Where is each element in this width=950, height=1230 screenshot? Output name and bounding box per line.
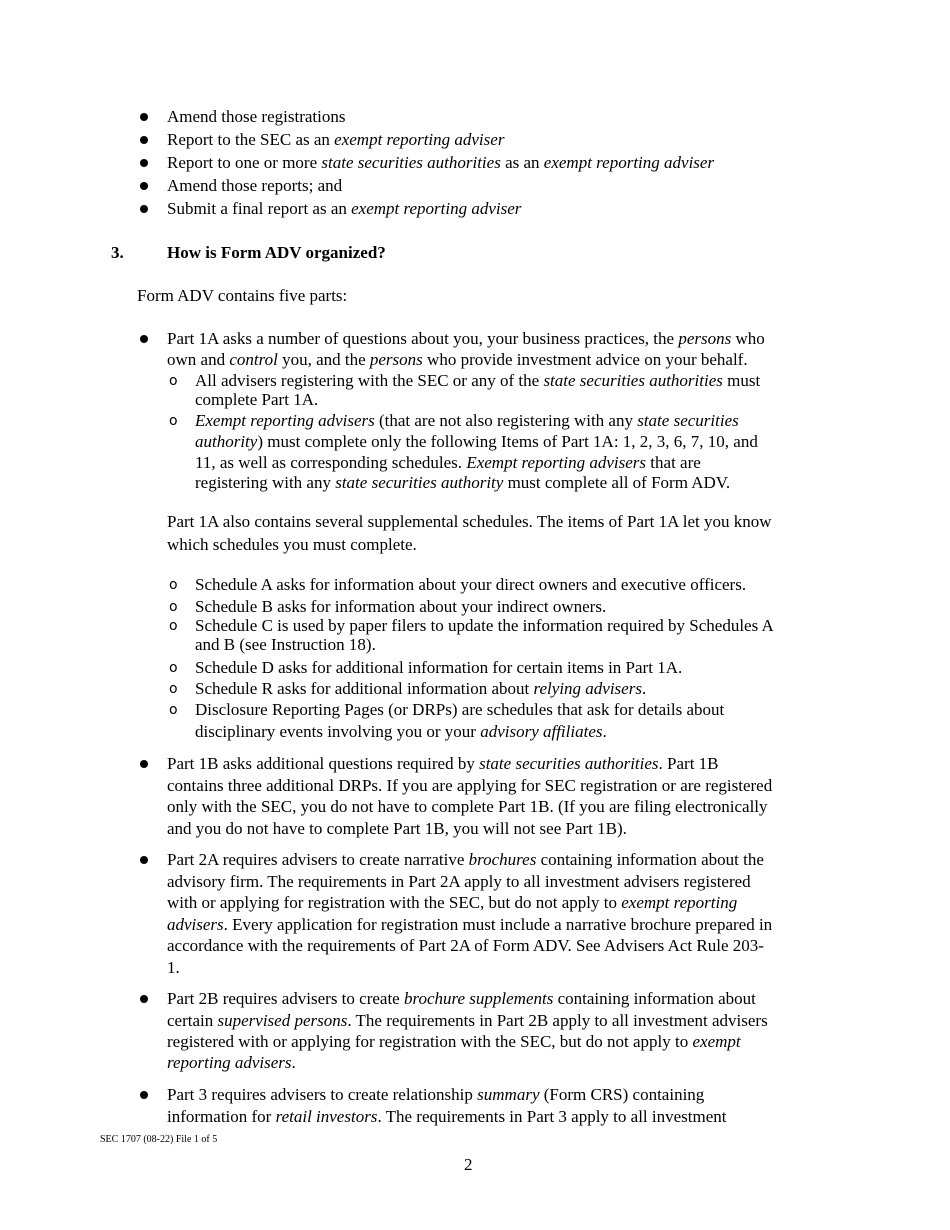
bullet-icon bbox=[140, 113, 148, 121]
bullet-icon bbox=[140, 760, 148, 768]
sub-bullet-icon: o bbox=[169, 618, 178, 634]
sub-bullet-icon: o bbox=[169, 660, 178, 676]
part-description-text: certain supervised persons. The requirements in Part 2B apply to all investment advisers bbox=[167, 1011, 768, 1030]
supplemental-text: which schedules you must complete. bbox=[167, 535, 417, 554]
sub-item-text: 11, as well as corresponding schedules. Exempt reporting advisers that are bbox=[195, 453, 701, 472]
schedule-item-text: Schedule A asks for information about your direct owners and executive officers. bbox=[195, 575, 747, 594]
sub-item-text: All advisers registering with the SEC or any of the state securities authorities must bbox=[195, 371, 761, 390]
sub-item-text: complete Part 1A. bbox=[195, 390, 319, 409]
bullet-icon bbox=[140, 136, 148, 144]
bullet-item: Submit a final report as an exempt reporting adviser bbox=[167, 199, 522, 218]
bullet-item: Amend those registrations bbox=[167, 107, 346, 126]
sub-item-text: authority) must complete only the following Items of Part 1A: 1, 2, 3, 6, 7, 10, and bbox=[195, 432, 758, 451]
page-number: 2 bbox=[464, 1155, 473, 1174]
intro-text: Form ADV contains five parts: bbox=[137, 286, 348, 305]
bullet-icon bbox=[140, 856, 148, 864]
sub-bullet-icon: o bbox=[169, 577, 178, 593]
schedule-item-text: disciplinary events involving you or your advisory affiliates. bbox=[195, 722, 607, 741]
part-description-text: Part 3 requires advisers to create relationship summary (Form CRS) containing bbox=[167, 1085, 705, 1104]
sub-bullet-icon: o bbox=[169, 681, 178, 697]
bullet-item: Report to one or more state securities authorities as an exempt reporting adviser bbox=[167, 153, 715, 172]
part-description-text: Part 1B asks additional questions required by state securities authorities. Part 1B bbox=[167, 754, 719, 773]
section-title: How is Form ADV organized? bbox=[167, 243, 386, 262]
part-description-text: information for retail investors. The requirements in Part 3 apply to all investment bbox=[167, 1107, 727, 1126]
bullet-item: Amend those reports; and bbox=[167, 176, 343, 195]
schedule-item-text: Schedule B asks for information about your indirect owners. bbox=[195, 597, 607, 616]
schedule-item-text: Schedule D asks for additional information for certain items in Part 1A. bbox=[195, 658, 683, 677]
sub-bullet-icon: o bbox=[169, 599, 178, 615]
part-description-text: advisers. Every application for registration must include a narrative brochure prepared in bbox=[167, 915, 773, 934]
part-1a-text: own and control you, and the persons who provide investment advice on your behalf. bbox=[167, 350, 748, 369]
part-description-text: only with the SEC, you do not have to complete Part 1B. (If you are filing electronically bbox=[167, 797, 768, 816]
part-description-text: Part 2A requires advisers to create narrative brochures containing information about the bbox=[167, 850, 764, 869]
bullet-icon bbox=[140, 995, 148, 1003]
part-description-text: accordance with the requirements of Part 2A of Form ADV. See Advisers Act Rule 203- bbox=[167, 936, 764, 955]
bullet-icon bbox=[140, 182, 148, 190]
schedule-item-text: Disclosure Reporting Pages (or DRPs) are schedules that ask for details about bbox=[195, 700, 725, 719]
section-number: 3. bbox=[111, 243, 124, 262]
part-description-text: and you do not have to complete Part 1B, you will not see Part 1B). bbox=[167, 819, 627, 838]
sub-bullet-icon: o bbox=[169, 373, 178, 389]
bullet-icon bbox=[140, 159, 148, 167]
part-description-text: contains three additional DRPs. If you are applying for SEC registration or are registered bbox=[167, 776, 773, 795]
sub-item-text: Exempt reporting advisers (that are not also registering with any state securities bbox=[195, 411, 739, 430]
part-description-text: Part 2B requires advisers to create brochure supplements containing information about bbox=[167, 989, 756, 1008]
form-footer: SEC 1707 (08-22) File 1 of 5 bbox=[100, 1134, 218, 1145]
part-description-text: reporting advisers. bbox=[167, 1053, 296, 1072]
part-1a-text: Part 1A asks a number of questions about you, your business practices, the persons who bbox=[167, 329, 765, 348]
part-description-text: 1. bbox=[167, 958, 180, 977]
schedule-item-text: Schedule R asks for additional information about relying advisers. bbox=[195, 679, 647, 698]
bullet-item: Report to the SEC as an exempt reporting adviser bbox=[167, 130, 505, 149]
supplemental-text: Part 1A also contains several supplemental schedules. The items of Part 1A let you know bbox=[167, 512, 772, 531]
bullet-icon bbox=[140, 205, 148, 213]
part-description-text: with or applying for registration with the SEC, but do not apply to exempt reporting bbox=[167, 893, 738, 912]
part-description-text: advisory firm. The requirements in Part 2A apply to all investment advisers registered bbox=[167, 872, 751, 891]
part-description-text: registered with or applying for registration with the SEC, but do not apply to exempt bbox=[167, 1032, 741, 1051]
bullet-icon bbox=[140, 1091, 148, 1099]
bullet-icon bbox=[140, 335, 148, 343]
sub-bullet-icon: o bbox=[169, 413, 178, 429]
sub-item-text: registering with any state securities authority must complete all of Form ADV. bbox=[195, 473, 731, 492]
schedule-item-text: and B (see Instruction 18). bbox=[195, 635, 376, 654]
schedule-item-text: Schedule C is used by paper filers to update the information required by Schedules A bbox=[195, 616, 774, 635]
sub-bullet-icon: o bbox=[169, 702, 178, 718]
